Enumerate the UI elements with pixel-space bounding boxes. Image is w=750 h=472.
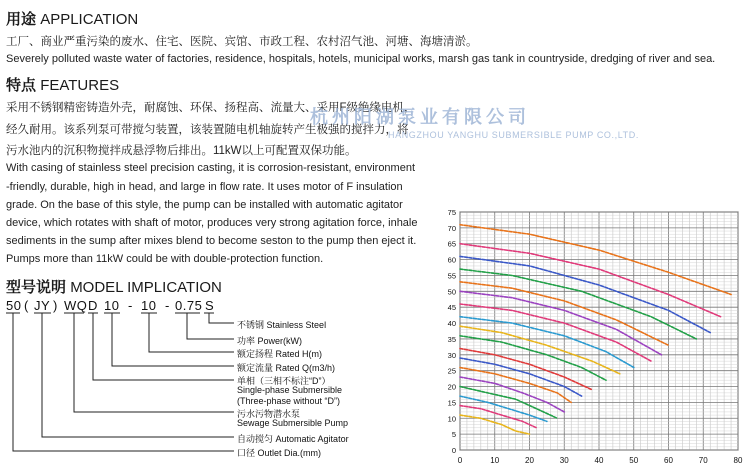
x-tick-label: 30 xyxy=(559,456,569,465)
features-en-line: grade. On the base of this style, the pump can be installed with automatic agitator xyxy=(6,199,403,211)
label-cn: 不锈钢 xyxy=(237,320,265,330)
x-tick-label: 60 xyxy=(664,456,673,465)
y-tick-label: 0 xyxy=(451,446,456,455)
y-tick-label: 70 xyxy=(447,223,456,233)
label-en: Outlet Dia.(mm) xyxy=(257,448,322,458)
features-heading-cn: 特点 xyxy=(6,77,37,94)
y-tick-label: 55 xyxy=(447,271,456,281)
features-cn-line: 经久耐用。该系列泵可带搅匀装置，该装置随电机轴旋转产生极强的搅拌力，将 xyxy=(6,124,409,136)
application-heading-en: APPLICATION xyxy=(40,11,139,28)
label-cn: 功率 xyxy=(237,336,256,346)
watermark-company-cn: 杭州阳湖泵业有限公司 xyxy=(310,107,530,127)
y-tick-label: 65 xyxy=(447,239,456,249)
application-text-cn: 工厂、商业严重污染的废水、住宅、医院、宾馆、市政工程、农村沼气池、河塘、海塘清淤。 xyxy=(6,36,478,48)
label-cn: 自动搅匀 xyxy=(237,434,274,444)
model-code-paren-close: ) xyxy=(53,298,58,313)
model-heading-en: MODEL IMPLICATION xyxy=(70,279,222,296)
features-en-line: device, which rotates with shaft of motor, produces very strong agitation force, inhale xyxy=(6,217,418,229)
model-code-power: 0.75 xyxy=(175,298,203,313)
model-label-phase-en: Single-phase Submersible xyxy=(237,385,343,395)
model-label-flow xyxy=(237,361,335,374)
x-tick-label: 50 xyxy=(629,456,639,465)
model-code-pump-type: WQ xyxy=(64,298,88,313)
model-bracket-lines xyxy=(0,0,240,472)
label-en: Automatic Agitator xyxy=(275,434,349,444)
label-en: Power(kW) xyxy=(257,336,303,346)
label-en: Rated H(m) xyxy=(275,349,323,359)
model-code-flow: 10 xyxy=(104,298,120,313)
y-tick-label: 60 xyxy=(447,255,456,265)
label-cn: 额定流量 xyxy=(237,363,274,373)
model-code-agitator: JY xyxy=(34,298,51,313)
model-label-material xyxy=(237,318,326,331)
x-tick-label: 70 xyxy=(698,456,708,465)
y-tick-label: 45 xyxy=(447,303,456,313)
y-tick-label: 40 xyxy=(447,319,456,329)
features-en-line: -friendly, durable, high in head, and large in flow rate. It uses motor of F insulation xyxy=(6,181,403,193)
model-code-phase: D xyxy=(88,298,98,313)
y-tick-label: 25 xyxy=(447,366,456,376)
model-label-pump-en: Sewage Submersible Pump xyxy=(237,418,349,428)
model-code-dash: - xyxy=(165,298,170,313)
label-en: Rated Q(m3/h) xyxy=(275,363,336,373)
features-en-line: Pumps more than 11kW could be with double-protection function. xyxy=(6,253,324,265)
application-heading-cn: 用途 xyxy=(6,11,37,28)
features-cn-line: 采用不锈钢精密铸造外壳，耐腐蚀、环保、扬程高、流量大、采用F级绝缘电机， xyxy=(6,102,416,114)
label-cn: 口径 xyxy=(237,448,256,458)
model-code-outlet: 50 xyxy=(6,298,22,313)
x-tick-label: 20 xyxy=(525,456,534,465)
application-text-en: Severely polluted waste water of factories, residence, hospitals, hotels, municipal works, marsh gas tank in countryside, dredging of river and sea. xyxy=(6,53,716,65)
features-en-line: With casing of stainless steel precision casting, it is corrosion-resistant, environment xyxy=(6,162,416,174)
features-cn-line: 污水池内的沉积物搅拌成悬浮物后排出。11kW以上可配置双保功能。 xyxy=(6,145,357,157)
model-code-head: 10 xyxy=(141,298,157,313)
model-heading-cn: 型号说明 xyxy=(6,279,67,296)
x-tick-label: 80 xyxy=(733,456,743,465)
model-label-outlet xyxy=(237,446,321,459)
model-label-head xyxy=(237,347,322,360)
x-tick-label: 0 xyxy=(457,456,463,465)
model-code-paren-open: ( xyxy=(24,298,29,313)
y-tick-label: 75 xyxy=(447,208,456,217)
performance-curve-chart xyxy=(438,200,750,472)
watermark-company-en: HANGZHOU YANGHU SUBMERSIBLE PUMP CO.,LTD. xyxy=(388,130,639,140)
y-tick-label: 10 xyxy=(447,414,456,424)
features-en-line: sediments in the sump after mixes blend to become seston to the pump then eject it. xyxy=(6,235,417,247)
y-tick-label: 20 xyxy=(447,382,456,392)
y-tick-label: 50 xyxy=(447,287,456,297)
y-tick-label: 35 xyxy=(447,334,456,344)
y-tick-label: 30 xyxy=(447,350,456,360)
x-tick-label: 10 xyxy=(490,456,500,465)
y-tick-label: 5 xyxy=(451,430,456,440)
features-heading-en: FEATURES xyxy=(40,77,120,94)
model-label-agitator xyxy=(237,432,349,445)
label-cn: 额定扬程 xyxy=(237,349,274,359)
model-code-dash: - xyxy=(128,298,133,313)
model-label-phase-cn: 单相（三相不标注“D”） xyxy=(237,376,331,386)
model-code-material: S xyxy=(205,298,215,313)
model-label-power xyxy=(237,334,302,347)
label-en: Stainless Steel xyxy=(266,320,327,330)
model-label-pump-cn: 污水污物潜水泵 xyxy=(237,409,301,419)
x-tick-label: 40 xyxy=(594,456,604,465)
model-label-phase-en2: (Three-phase without “D”) xyxy=(237,396,341,406)
y-tick-label: 15 xyxy=(447,398,456,408)
